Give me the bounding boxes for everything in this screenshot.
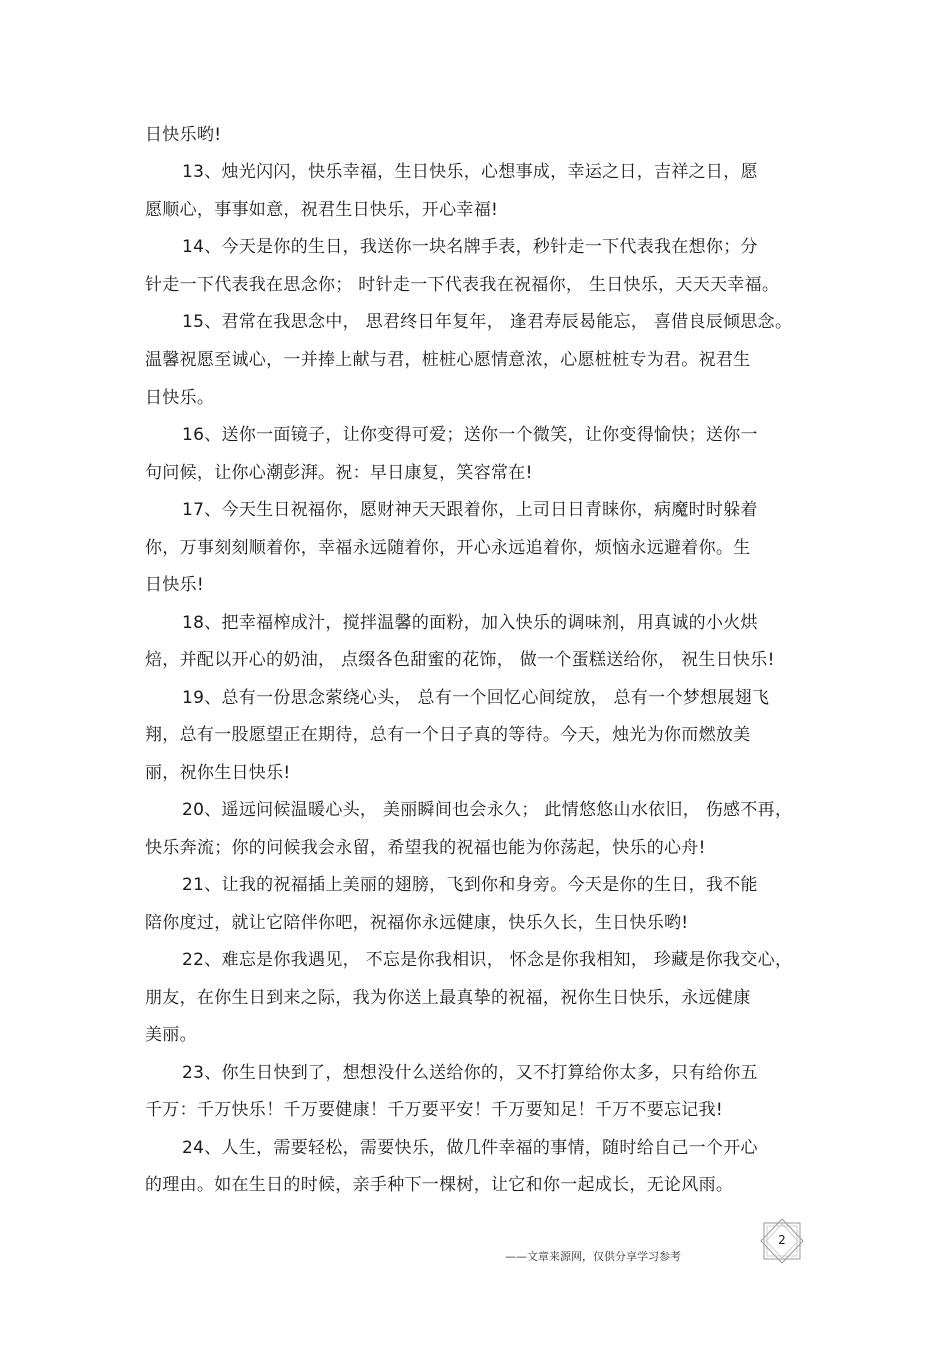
text-line: 的理由。如在生日的时候，亲手种下一棵树，让它和你一起成长，无论风雨。 (145, 1175, 734, 1195)
text-line: 朋友，在你生日到来之际，我为你送上最真挚的祝福，祝你生日快乐，永远健康 (145, 988, 751, 1008)
text-line: 15、君常在我思念中， 思君终日年复年， 逢君寿辰曷能忘， 喜借良辰倾思念。 (182, 312, 793, 332)
text-line: 美丽。 (145, 1025, 197, 1045)
text-line: 陪你度过，就让它陪伴你吧，祝福你永远健康，快乐久长，生日快乐哟! (145, 913, 689, 933)
footer-source-note: ——文章来源网，仅供分享学习参考 (505, 1250, 681, 1263)
text-line: 22、难忘是你我遇见， 不忘是你我相识， 怀念是你我相知， 珍藏是你我交心， (182, 950, 793, 970)
text-line: 18、把幸福榨成汁，搅拌温馨的面粉，加入快乐的调味剂，用真诚的小火烘 (182, 613, 758, 633)
text-line: 日快乐。 (145, 388, 215, 408)
text-line: 20、遥远问候温暖心头， 美丽瞬间也会永久； 此情悠悠山水依旧， 伤感不再， (182, 800, 793, 820)
text-line: 快乐奔流；你的问候我会永留，希望我的祝福也能为你荡起，快乐的心舟! (145, 838, 706, 858)
text-line: 焙，并配以开心的奶油， 点缀各色甜蜜的花饰， 做一个蛋糕送给你， 祝生日快乐! (145, 650, 775, 670)
text-line: 愿顺心，事事如意，祝君生日快乐，开心幸福! (145, 200, 499, 220)
text-line: 23、你生日快到了，想想没什么送给你的，又不打算给你太多，只有给你五 (182, 1063, 758, 1083)
text-line: 句问候，让你心潮彭湃。祝：早日康复，笑容常在! (145, 463, 533, 483)
text-line: 丽，祝你生日快乐! (145, 763, 291, 783)
text-line: 你，万事刻刻顺着你，幸福永远随着你，开心永远追着你，烦恼永远避着你。生 (145, 538, 751, 558)
text-line: 24、人生，需要轻松，需要快乐，做几件幸福的事情，随时给自己一个开心 (182, 1138, 758, 1158)
text-line: 16、送你一面镜子，让你变得可爱；送你一个微笑，让你变得愉快；送你一 (182, 425, 758, 445)
text-line: 17、今天生日祝福你，愿财神天天跟着你，上司日日青睐你，病魔时时躲着 (182, 500, 758, 520)
page-number: 2 (778, 1233, 786, 1247)
text-line: 针走一下代表我在思念你； 时针走一下代表我在祝福你， 生日快乐，天天天幸福。 (145, 275, 780, 295)
text-line: 千万：千万快乐！千万要健康！千万要平安！千万要知足！千万不要忘记我! (145, 1100, 724, 1120)
text-line: 13、烛光闪闪，快乐幸福，生日快乐，心想事成，幸运之日，吉祥之日，愿 (182, 162, 758, 182)
text-line: 温馨祝愿至诚心，一并捧上献与君，桩桩心愿情意浓，心愿桩桩专为君。祝君生 (145, 350, 751, 370)
text-line: 翔，总有一股愿望正在期待，总有一个日子真的等待。今天，烛光为你而燃放美 (145, 725, 751, 745)
text-line: 日快乐! (145, 575, 205, 595)
text-line: 19、总有一份思念萦绕心头， 总有一个回忆心间绽放， 总有一个梦想展翅飞 (182, 688, 770, 708)
text-line: 21、让我的祝福插上美丽的翅膀，飞到你和身旁。今天是你的生日，我不能 (182, 875, 758, 895)
text-line: 14、今天是你的生日，我送你一块名牌手表，秒针走一下代表我在想你；分 (182, 237, 758, 257)
text-line: 日快乐哟! (145, 125, 222, 145)
page-number-badge (758, 1218, 806, 1264)
